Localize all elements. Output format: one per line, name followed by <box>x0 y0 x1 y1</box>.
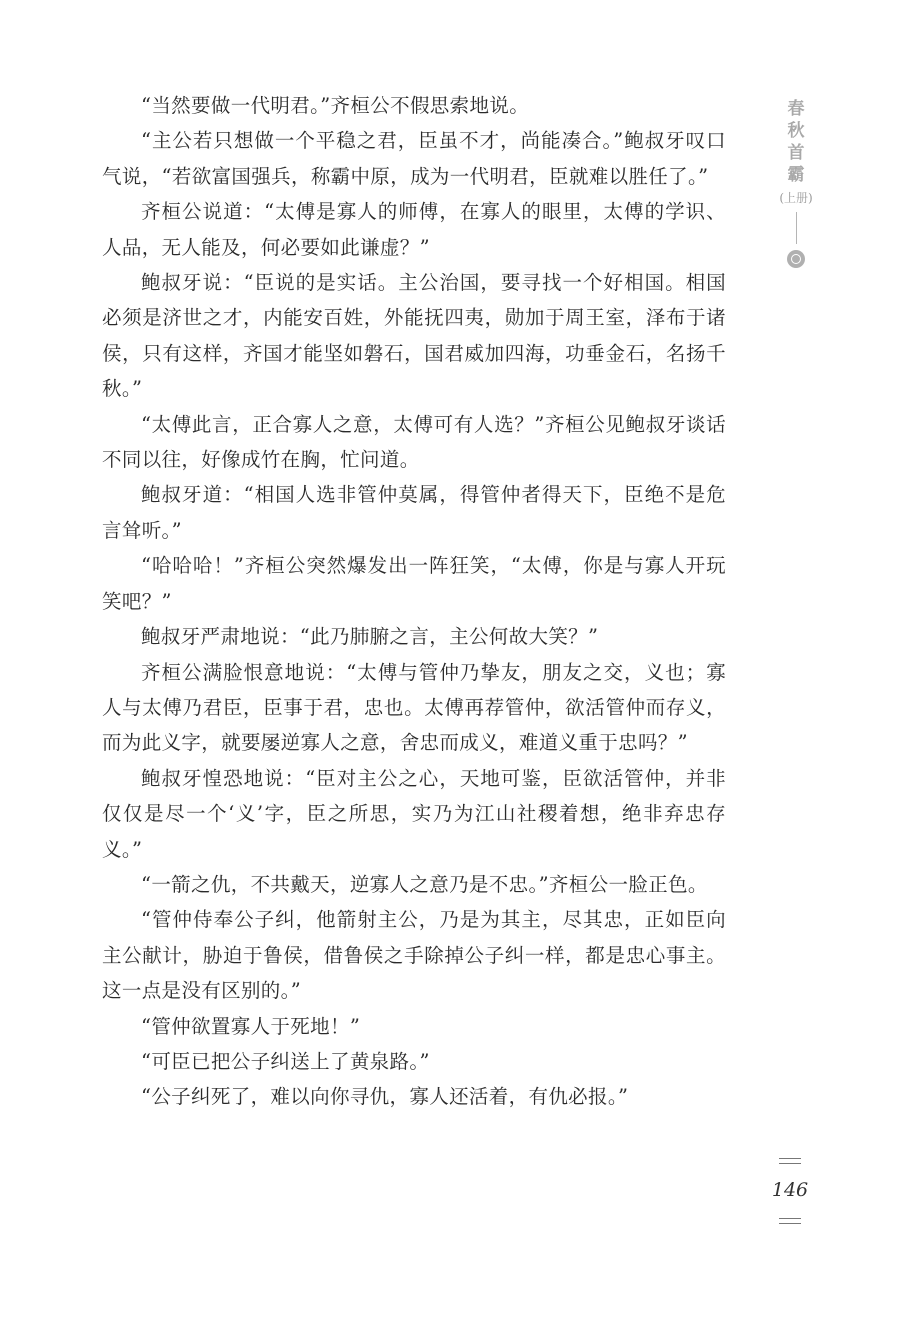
paragraph: “公子纠死了，难以向你寻仇，寡人还活着，有仇必报。” <box>141 1085 629 1109</box>
page-number: 146 <box>771 1179 809 1201</box>
title-char: 春 <box>787 99 805 119</box>
title-char: 首 <box>787 143 805 163</box>
page-number-block <box>768 1158 812 1224</box>
title-char: 霸 <box>787 165 805 185</box>
paragraph: 齐桓公满脸恨意地说：“太傅与管仲乃挚友，朋友之交，义也；寡人与太傅乃君臣，臣事于君，忠也。太傅再荐管仲，欲活管仲而存义，而为此义字，就要屡逆寡人之意，舍忠而成义，难道义重于忠吗？” <box>102 660 726 755</box>
seal-icon <box>787 250 805 268</box>
paragraph: 鲍叔牙严肃地说：“此乃肺腑之言，主公何故大笑？” <box>141 625 599 649</box>
double-rule-top <box>779 1158 801 1164</box>
double-rule-bottom <box>779 1218 801 1224</box>
paragraph: 鲍叔牙说：“臣说的是实话。主公治国，要寻找一个好相国。相国必须是济世之才，内能安百姓，外能抚四夷，勋加于周王室，泽布于诸侯，只有这样，齐国才能坚如磐石，国君威加四海，功垂金石，名扬千秋。” <box>102 271 726 401</box>
book-title-vertical <box>776 98 816 186</box>
running-title <box>776 98 816 268</box>
body-text <box>102 88 726 1115</box>
paragraph: “哈哈哈！”齐桓公突然爆发出一阵狂笑，“太傅，你是与寡人开玩笑吧？” <box>102 554 726 613</box>
paragraph: 鲍叔牙惶恐地说：“臣对主公之心，天地可鉴，臣欲活管仲，并非仅仅是尽一个‘义’字，臣之所思，实乃为江山社稷着想，绝非弃忠存义。” <box>102 766 726 861</box>
volume-label: (上册) <box>779 191 813 205</box>
paragraph: “主公若只想做一个平稳之君，臣虽不才，尚能凑合。”鲍叔牙叹口气说，“若欲富国强兵，称霸中原，成为一代明君，臣就难以胜任了。” <box>102 129 726 188</box>
paragraph: “当然要做一代明君。”齐桓公不假思索地说。 <box>141 94 530 117</box>
title-char: 秋 <box>787 121 805 141</box>
paragraph: “管仲欲置寡人于死地！” <box>141 1014 361 1038</box>
paragraph: 齐桓公说道：“太傅是寡人的师傅，在寡人的眼里，太傅的学识、人品，无人能及，何必要如此谦虚？” <box>102 200 726 259</box>
paragraph: “管仲侍奉公子纠，他箭射主公，乃是为其主，尽其忠，正如臣向主公献计，胁迫于鲁侯，借鲁侯之手除掉公子纠一样，都是忠心事主。这一点是没有区别的。” <box>102 908 726 1003</box>
paragraph: 鲍叔牙道：“相国人选非管仲莫属，得管仲者得天下，臣绝不是危言耸听。” <box>102 483 726 542</box>
paragraph: “太傅此言，正合寡人之意，太傅可有人选？”齐桓公见鲍叔牙谈话不同以往，好像成竹在胸，忙问道。 <box>102 412 726 472</box>
paragraph: “一箭之仇，不共戴天，逆寡人之意乃是不忠。”齐桓公一脸正色。 <box>141 872 708 896</box>
divider-line <box>796 212 797 244</box>
paragraph: “可臣已把公子纠送上了黄泉路。” <box>141 1049 430 1073</box>
